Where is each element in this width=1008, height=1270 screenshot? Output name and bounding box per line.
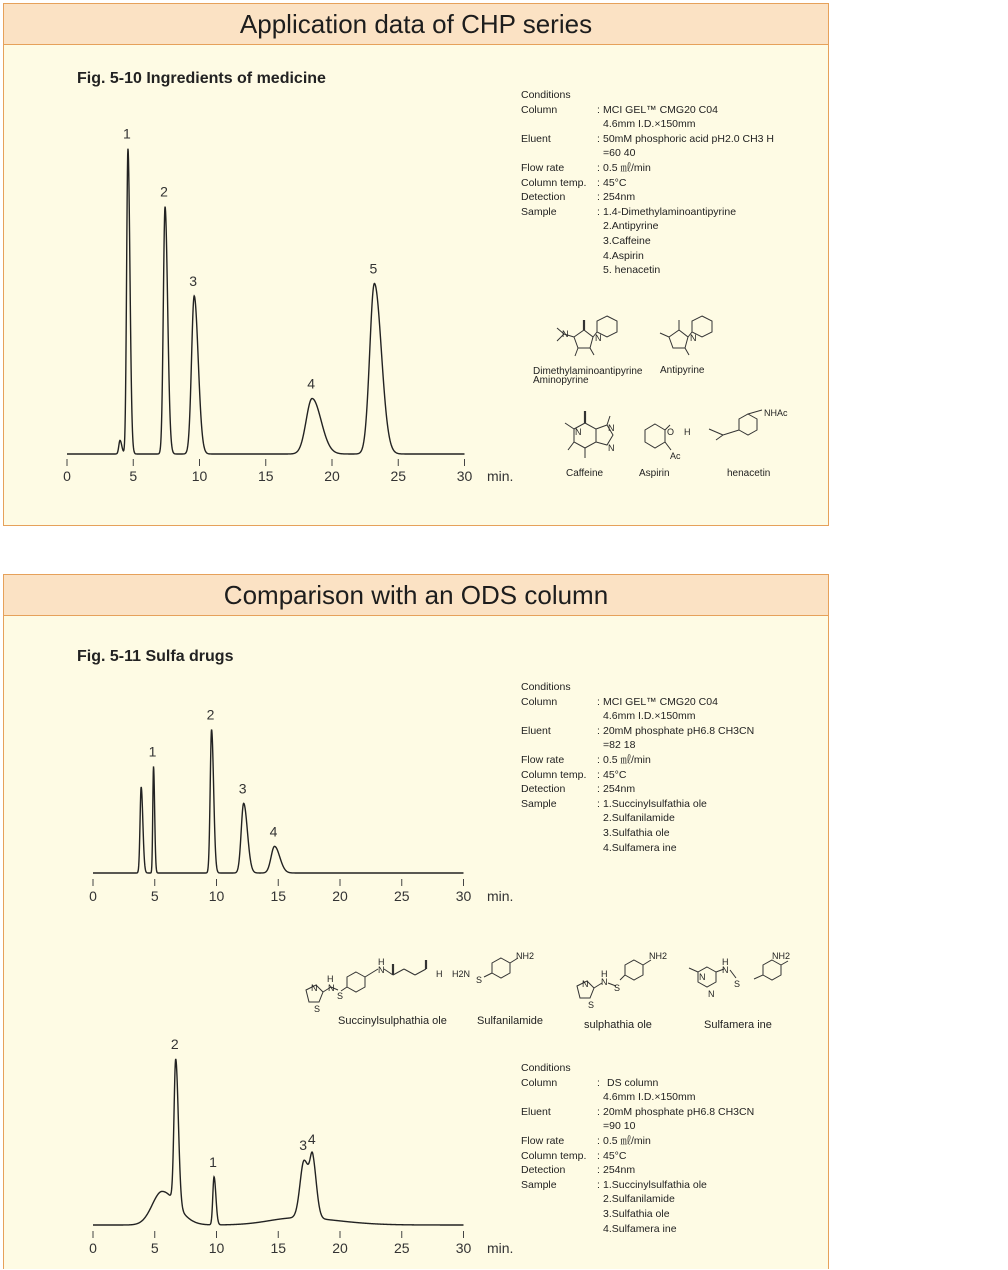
peak-label: 3 [299,1137,308,1154]
x-axis-label: min. [487,1240,514,1256]
atom-label: N [608,423,615,433]
column-value: MCI GEL™ CMG20 C04 [603,103,718,116]
atom-label: H [601,969,608,979]
structure-name: Succinylsulphathia ole [338,1015,447,1027]
sample-label: Sample [521,797,557,810]
x-tick-label: 5 [150,1240,159,1256]
conditions-heading: Conditions [521,1062,571,1074]
column-dims: 4.6mm I.D.×150mm [603,710,696,723]
atom-label: NH2 [516,951,535,961]
peak-label: 2 [160,183,168,200]
detection-label: Detection [521,191,566,204]
atom-label: N [601,977,608,987]
structure-name: Caffeine [566,468,604,479]
sample-item: 3.Sulfathia ole [603,1207,670,1220]
column-value: DS column [607,1076,659,1089]
structure-name: Aspirin [639,468,670,479]
figure-title: Fig. 5-10 Ingredients of medicine [77,70,326,87]
atom-label: O [667,427,675,437]
sample-item: 1.4-Dimethylaminoantipyrine [603,205,737,218]
atom-label: N [311,983,318,993]
conditions-heading: Conditions [521,681,571,693]
eluent-ratio: =90 10 [603,1120,636,1133]
x-tick-label: 5 [150,888,159,904]
sample-item: 4.Aspirin [603,249,644,262]
eluent-ratio: =60 40 [603,147,636,160]
detection-value: 254nm [603,783,636,796]
sample-item: 2.Sulfanilamide [603,1193,675,1206]
x-axis-label: min. [487,888,514,904]
peak-label: 1 [123,125,131,142]
panel-header: Application data of CHP series [4,4,828,45]
atom-label: N [595,333,602,343]
flow-rate-value: 0.5 ㎖/min [603,1134,651,1147]
column-temp-value: 45°C [603,1149,627,1162]
x-tick-label: 25 [393,888,410,904]
figure-title: Fig. 5-11 Sulfa drugs [77,648,234,665]
x-tick-label: 25 [390,468,407,484]
atom-label: H [378,957,385,967]
column-temp-label: Column temp. [521,768,587,781]
sample-item: 4.Sulfamera ine [603,1222,677,1235]
structure-name: Dimethylaminoantipyrine [533,366,643,377]
eluent-value: 20mM phosphate pH6.8 CH3CN [603,1105,755,1118]
sample-item: 3.Caffeine [603,234,651,247]
eluent-label: Eluent [521,1105,551,1118]
structure-name: Sulfanilamide [477,1015,544,1027]
x-tick-label: 20 [332,888,348,904]
atom-label: H [327,974,334,984]
chromatogram-trace [93,1059,464,1225]
detection-value: 254nm [603,1164,636,1177]
column-label: Column [521,103,558,116]
atom-label: S [734,979,741,989]
atom-label: N [608,443,615,453]
peak-label: 3 [189,272,198,289]
structure-name: henacetin [727,468,771,479]
sample-item: 3.Sulfathia ole [603,826,670,839]
atom-label: NH2 [649,951,668,961]
detection-label: Detection [521,1164,566,1177]
column-temp-value: 45°C [603,176,627,189]
flow-rate-value: 0.5 ㎖/min [603,753,651,766]
x-tick-label: 15 [270,888,287,904]
peak-label: 2 [206,706,215,723]
conditions-block: Conditions Column : DS column 4.6mm I.D.×150mm Eluent : 20mM phosphate pH6.8 CH3CN =90 10 Flow rate : 0.5 ㎖/min Column temp. : 45°C Detection : 254nm Sample : 1.Succinylsulfathia ole 2.Sulfanilamide 3.Sulfathia ole 4.Sulfamera ine [521,1062,755,1235]
conditions-block: Conditions Column : MCI GEL™ CMG20 C04 4.6mm I.D.×150mm Eluent : 20mM phosphate pH6.8 CH3CN =82 18 Flow rate : 0.5 ㎖/min Column temp. : 45°C Detection : 254nm Sample : 1.Succinylsulfathia ole 2.Sulfanilamide 3.Sulfathia ole 4.Sulfamera ine [521,681,755,854]
x-tick-label: 0 [89,888,97,904]
flow-rate-label: Flow rate [521,161,565,174]
panel-header: Comparison with an ODS column [4,575,828,616]
chemical-structures [524,304,814,494]
flow-rate-value: 0.5 ㎖/min [603,161,651,174]
x-tick-label: 25 [393,1240,410,1256]
eluent-value: 20mM phosphate pH6.8 CH3CN [603,724,755,737]
atom-label: S [476,975,483,985]
eluent-ratio: =82 18 [603,739,636,752]
eluent-label: Eluent [521,724,551,737]
peak-label: 5 [369,260,378,277]
atom-label: H2N [452,969,471,979]
atom-label: N [708,989,715,999]
sample-label: Sample [521,205,557,218]
atom-label: S [314,1004,321,1014]
detection-label: Detection [521,783,566,796]
sample-item: 1.Succinylsulfathia ole [603,797,707,810]
x-tick-label: 10 [208,1240,225,1256]
x-tick-label: 30 [455,1240,472,1256]
x-axis-label: min. [487,468,514,484]
x-tick-label: 0 [89,1240,97,1256]
flow-rate-label: Flow rate [521,1134,565,1147]
column-label: Column [521,695,558,708]
peak-label: 3 [238,780,247,797]
column-label: Column [521,1076,558,1089]
detection-value: 254nm [603,191,636,204]
sample-item: 2.Antipyrine [603,220,659,233]
x-tick-label: 30 [455,888,472,904]
structure-name: sulphathia ole [584,1019,652,1031]
atom-label: N [562,329,569,339]
atom-label: NH2 [772,951,791,961]
sulfa-structures [294,950,804,1020]
eluent-label: Eluent [521,132,551,145]
eluent-value: 50mM phosphoric acid pH2.0 CH3 H [603,132,774,145]
application-data-panel [3,3,829,526]
conditions-heading: Conditions [521,89,571,101]
x-tick-label: 10 [208,888,225,904]
x-tick-label: 20 [324,468,340,484]
atom-label: S [588,1000,595,1010]
atom-label: S [614,983,621,993]
atom-label: S [337,991,344,1001]
peak-label: 4 [307,375,316,392]
sample-item: 2.Sulfanilamide [603,812,675,825]
column-dims: 4.6mm I.D.×150mm [603,118,696,131]
sample-item: 4.Sulfamera ine [603,841,677,854]
x-tick-label: 15 [270,1240,287,1256]
atom-label: N [699,972,706,982]
peak-label: 1 [148,743,157,760]
peak-label: 4 [269,823,278,840]
flow-rate-label: Flow rate [521,753,565,766]
atom-label: H [436,969,443,979]
sample-label: Sample [521,1178,557,1191]
peak-label: 1 [209,1153,217,1170]
atom-label: NHAc [764,408,788,418]
atom-label: Ac [670,451,681,461]
chromatogram-trace [67,149,465,454]
sample-item: 1.Succinylsulfathia ole [603,1178,707,1191]
atom-label: N [582,979,589,989]
ods-comparison-panel [3,574,829,1269]
column-temp-label: Column temp. [521,1149,587,1162]
conditions-block: Conditions Column : MCI GEL™ CMG20 C04 4.6mm I.D.×150mm Eluent : 50mM phosphoric acid pH2.0 CH3 H =60 40 Flow rate : 0.5 ㎖/min Column temp. : 45°C Detection : 254nm Sample : 1.4-Dimethylaminoantipyrine 2.Antipyrine 3.Caffeine 4.Aspirin 5. henacetin [521,89,774,277]
column-temp-value: 45°C [603,768,627,781]
sample-item: 5. henacetin [603,264,661,277]
structure-name: Sulfamera ine [704,1019,772,1031]
atom-label: H [722,957,729,967]
structure-name: Aminopyrine [533,375,589,386]
x-tick-label: 20 [332,1240,348,1256]
atom-label: N [378,965,385,975]
structure-name: Antipyrine [660,365,705,376]
column-value: MCI GEL™ CMG20 C04 [603,695,718,708]
x-tick-label: 15 [257,468,274,484]
atom-label: H [684,427,691,437]
x-tick-label: 30 [456,468,473,484]
column-dims: 4.6mm I.D.×150mm [603,1091,696,1104]
atom-label: N [328,983,335,993]
peak-label: 4 [307,1130,316,1147]
atom-label: N [690,333,697,343]
atom-label: N [575,427,582,437]
x-tick-label: 5 [129,468,138,484]
column-temp-label: Column temp. [521,176,587,189]
x-tick-label: 0 [63,468,71,484]
atom-label: N [722,965,729,975]
x-tick-label: 10 [191,468,208,484]
peak-label: 2 [170,1035,179,1052]
